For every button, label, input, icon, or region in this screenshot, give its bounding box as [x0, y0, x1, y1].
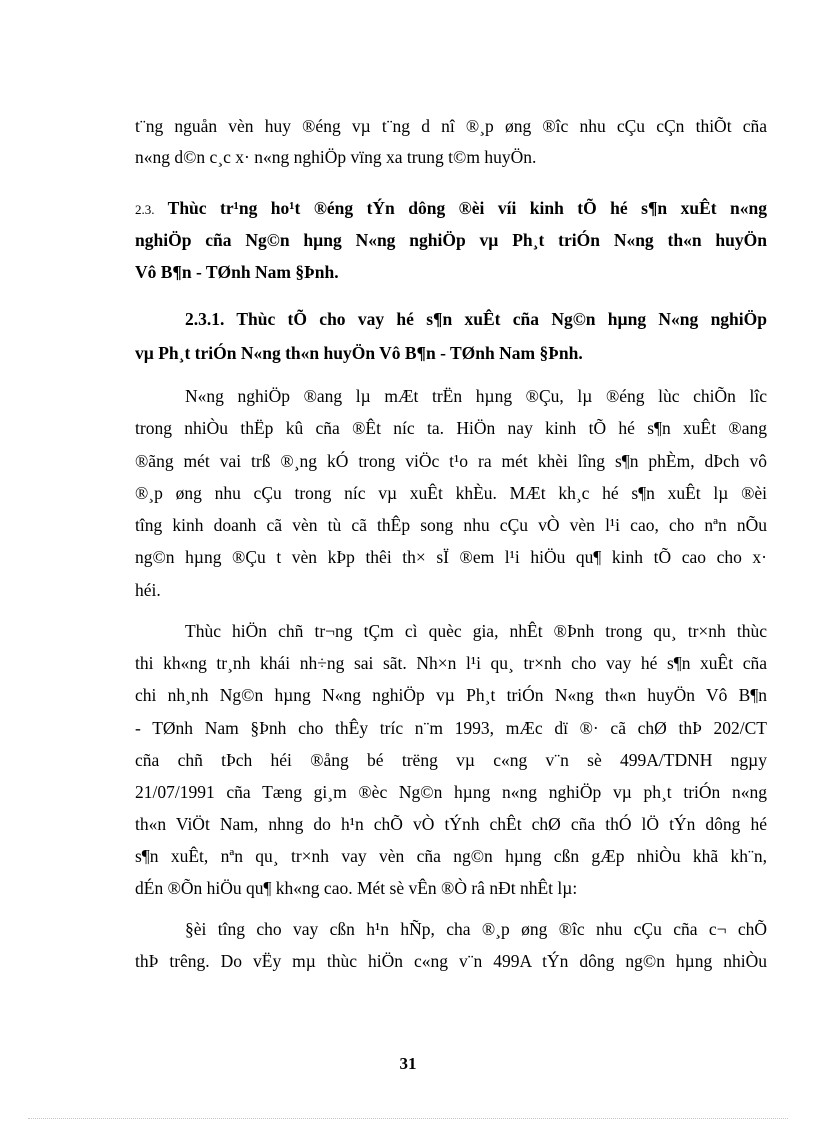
body-text-line: ®ãng mét vai trß ®¸ng kÓ trong viÖc t¹o ra mét khèi lîng s¶n phÈm, dÞch vô	[135, 451, 767, 471]
body-text-line: thi kh«ng tr¸nh khái nh÷ng sai sãt. Nh×n l¹i qu¸ tr×nh cho vay hé s¶n xuÊt cña	[135, 653, 767, 673]
body-text-line: 21/07/1991 cña Tæng gi¸m ®èc Ng©n hµng n«ng nghiÖp vµ ph¸t triÓn n«ng	[135, 782, 767, 802]
body-text-line: héi.	[135, 580, 161, 600]
section-number: 2.3.	[135, 202, 155, 217]
body-text-line: n«ng d©n c¸c x· n«ng nghiÖp vïng xa trung t©m huyÖn.	[135, 147, 537, 167]
section-heading-line: Vô B¶n - TØnh Nam §Þnh.	[135, 262, 339, 282]
subsection-heading-line: vµ Ph¸t triÓn N«ng th«n huyÖn Vô B¶n - TØnh Nam §Þnh.	[135, 343, 583, 363]
body-text-line: t¨ng nguån vèn huy ®éng vµ t¨ng d nî ®¸p øng ®îc nhu cÇu cÇn thiÕt cña	[135, 116, 767, 136]
body-text-line: ®¸p øng nhu cÇu trong níc vµ xuÊt khÈu. MÆt kh¸c hé s¶n xuÊt lµ ®èi	[135, 483, 767, 503]
section-heading-line: nghiÖp cña Ng©n hµng N«ng nghiÖp vµ Ph¸t triÓn N«ng th«n huyÖn	[135, 230, 767, 250]
subsection-heading-2-3-1: 2.3.1. Thùc tÕ cho vay hé s¶n xuÊt cña Ng©n hµng N«ng nghiÖp	[185, 309, 767, 329]
page-number: 31	[399, 1054, 417, 1073]
body-text-line: s¶n xuÊt, nªn qu¸ tr×nh vay vèn cña ng©n hµng cßn gÆp nhiÒu khã kh¨n,	[135, 846, 767, 866]
body-text-line: tîng kinh doanh cã vèn tù cã thÊp song nhu cÇu vÒ vèn l¹i cao, cho nªn nÕu	[135, 515, 767, 535]
body-text-line: th«n ViÖt Nam, nhng do h¹n chÕ vÒ tÝnh chÊt chØ cña thÓ lÖ tÝn dông hé	[135, 814, 767, 834]
body-text-line: Thùc hiÖn chñ tr¬ng tÇm cì quèc gia, nhÊt ®Þnh trong qu¸ tr×nh thùc	[185, 621, 767, 641]
body-text-line: cña chñ tÞch héi ®ång bé trëng vµ c«ng v¨n sè 499A/TDNH ngµy	[135, 750, 767, 770]
page-bottom-rule	[28, 1118, 788, 1119]
section-heading-2-3	[135, 196, 767, 222]
body-text-line: dÉn ®Õn hiÖu qu¶ kh«ng cao. Mét sè vÊn ®Ò râ nÐt nhÊt lµ:	[135, 878, 578, 898]
body-text-line: - TØnh Nam §Þnh cho thÊy tríc n¨m 1993, mÆc dï ®· cã chØ thÞ 202/CT	[135, 718, 767, 738]
body-text-line: trong nhiÒu thËp kû cña ®Êt níc ta. HiÖn nay kinh tÕ hé s¶n xuÊt ®ang	[135, 418, 767, 438]
body-text-line: N«ng nghiÖp ®ang lµ mÆt trËn hµng ®Çu, lµ ®éng lùc chiÕn lîc	[185, 386, 767, 406]
body-text-line: chi nh¸nh Ng©n hµng N«ng nghiÖp vµ Ph¸t triÓn N«ng th«n huyÖn Vô B¶n	[135, 685, 767, 705]
body-text-line: thÞ trêng. Do vËy mµ thùc hiÖn c«ng v¨n 499A tÝn dông ng©n hµng nhiÒu	[135, 951, 767, 971]
body-text-line: ng©n hµng ®Çu t vèn kÞp thêi th× sÏ ®em l¹i hiÖu qu¶ kinh tÕ cao cho x·	[135, 547, 767, 567]
section-heading-text: Thùc tr¹ng ho¹t ®éng tÝn dông ®èi víi kinh tÕ hé s¶n xuÊt n«ng	[167, 198, 767, 218]
body-text-line: §èi tîng cho vay cßn h¹n hÑp, cha ®¸p øng ®îc nhu cÇu cña c¬ chÕ	[185, 919, 767, 939]
